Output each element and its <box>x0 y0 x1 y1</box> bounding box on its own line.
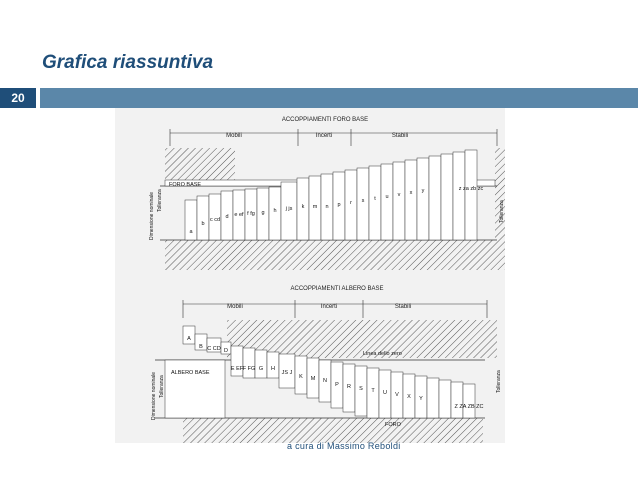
bottom-pos-e: E EF <box>230 366 244 372</box>
top-pos-c: c cd <box>209 217 221 223</box>
bottom-part-label: FORO <box>385 422 401 428</box>
slide-title: Grafica riassuntiva <box>42 52 214 73</box>
top-pos-s: s <box>361 198 365 204</box>
slide-number: 20 <box>0 88 36 108</box>
bottom-pos-r: R <box>347 384 351 390</box>
tolerance-diagram-figure <box>115 108 505 443</box>
bottom-group-mobili: Mobili <box>227 304 243 310</box>
top-pos-f: f fg <box>247 211 255 217</box>
bottom-pos-x: X <box>407 394 411 400</box>
top-side-tol-left: Tolleranza <box>157 189 163 212</box>
bottom-side-tol-right: Tolleranza <box>496 370 502 393</box>
bottom-pos-k: K <box>299 374 303 380</box>
footer-credit: a cura di Massimo Reboldi <box>287 441 401 451</box>
bottom-group-incerti: Incerti <box>320 304 338 310</box>
top-pos-j: j js <box>285 206 293 212</box>
top-base-label: FORO BASE <box>169 182 202 188</box>
top-pos-g: g <box>261 210 265 216</box>
top-pos-v: v <box>397 192 401 198</box>
bottom-pos-u: U <box>383 390 387 396</box>
top-pos-t: t <box>374 196 376 202</box>
bottom-pos-p: P <box>335 382 339 388</box>
top-pos-r: r <box>350 200 352 206</box>
top-group-stabili: Stabili <box>391 133 409 139</box>
top-pos-d: d <box>225 214 229 220</box>
top-pos-n: n <box>325 204 329 210</box>
top-side-nominal: Dimensione nominale <box>149 191 155 240</box>
top-side-tol-right: Tolleranza <box>499 200 505 223</box>
top-pos-y: y <box>421 188 425 194</box>
top-pos-e: e ef <box>234 212 244 218</box>
top-group-incerti: Incerti <box>315 133 333 139</box>
header-bar <box>40 88 638 108</box>
bottom-pos-d: D <box>224 348 228 354</box>
bottom-pos-t: T <box>371 388 375 394</box>
top-pos-m: m <box>312 204 318 210</box>
bottom-side-tol-left: Tolleranza <box>159 375 165 398</box>
top-pos-h: h <box>273 208 277 214</box>
bottom-base-label: ALBERO BASE <box>171 370 210 376</box>
top-pos-u: u <box>385 194 389 200</box>
top-pos-k: k <box>301 204 305 210</box>
top-pos-z: z za zb zc <box>458 186 484 192</box>
bottom-diagram-title: ACCOPPIAMENTI ALBERO BASE <box>290 286 384 292</box>
bottom-pos-n: N <box>323 378 327 384</box>
bottom-pos-y: Y <box>419 396 423 402</box>
bottom-side-nominal: Dimensione nominale <box>151 371 157 420</box>
top-diagram-title: ACCOPPIAMENTI FORO BASE <box>281 117 369 123</box>
bottom-zero-line-label: Linea dello zero <box>363 351 402 357</box>
bottom-pos-g: G <box>258 366 264 372</box>
bottom-pos-c: C CD <box>207 346 221 352</box>
top-pos-x: x <box>409 190 413 196</box>
bottom-pos-v: V <box>395 392 399 398</box>
bottom-pos-f: F FG <box>242 366 256 372</box>
bottom-pos-a: A <box>187 336 191 342</box>
top-pos-a: a <box>189 229 193 235</box>
bottom-group-stabili: Stabili <box>394 304 412 310</box>
bottom-pos-m: M <box>310 376 316 382</box>
bottom-pos-s: S <box>359 386 363 392</box>
top-pos-b: b <box>201 221 205 227</box>
bottom-pos-z: Z ZA ZB ZC <box>454 404 484 410</box>
top-pos-p: p <box>337 202 341 208</box>
bottom-pos-js: JS J <box>281 370 293 376</box>
top-group-mobili: Mobili <box>226 133 242 139</box>
bottom-pos-h: H <box>271 366 275 372</box>
bottom-pos-b: B <box>199 344 203 350</box>
